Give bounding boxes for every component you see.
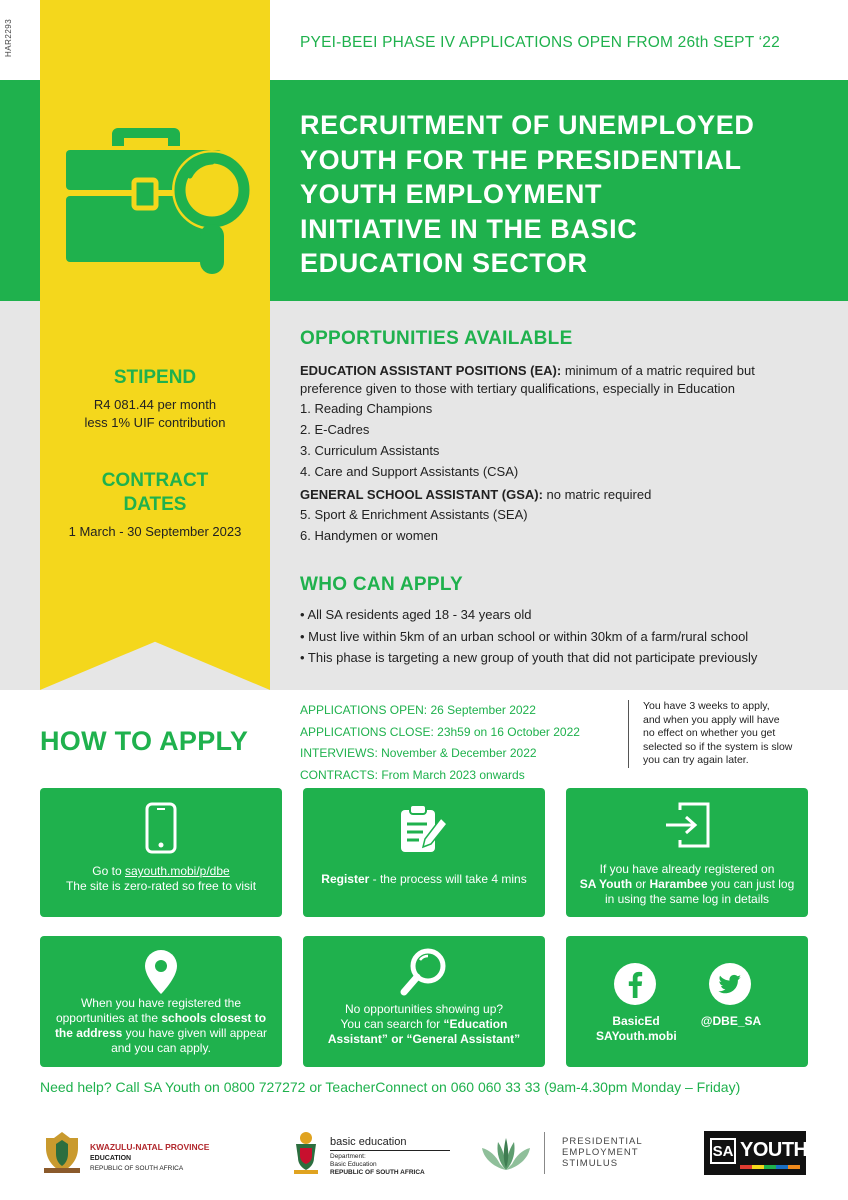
list-item: • Must live within 5km of an urban school or within 30km of a farm/rural school: [300, 628, 749, 644]
date-label: APPLICATIONS CLOSE:: [300, 724, 434, 739]
logo-text: Department:: [330, 1153, 366, 1160]
date-row: [300, 743, 615, 765]
step-card-search: [303, 936, 545, 1067]
card-text-part: You can search for: [340, 1017, 444, 1031]
contract-heading-line: DATES: [123, 494, 187, 515]
list-item: 4. Care and Support Assistants (CSA): [300, 464, 519, 479]
card-line: [311, 1017, 537, 1032]
logo-text: SA: [710, 1138, 736, 1164]
stipend-line: R4 081.44 per month: [93, 397, 217, 412]
title-line: INITIATIVE IN THE BASIC: [300, 213, 638, 244]
basic-education-logo: [290, 1128, 440, 1180]
date-value: 26 September 2022: [427, 703, 536, 717]
title-line: EDUCATION SECTOR: [300, 248, 588, 278]
gsa-label: GENERAL SCHOOL ASSISTANT (GSA):: [300, 487, 543, 502]
card-line: and you can apply.: [111, 1041, 211, 1055]
card-line: [311, 1032, 537, 1047]
search-icon: [398, 946, 450, 998]
logo-text: EMPLOYMENT: [562, 1147, 639, 1158]
stipend-line: less 1% UIF contribution: [84, 415, 226, 430]
register-link[interactable]: Register: [321, 872, 370, 886]
phone-icon: [141, 802, 181, 854]
contract-dates: 1 March - 30 September 2023: [68, 524, 242, 539]
flag-stripe: [740, 1165, 800, 1169]
card-bold: SA Youth: [579, 877, 633, 891]
logo-text: STIMULUS: [562, 1158, 619, 1169]
login-icon: [662, 800, 712, 850]
card-text: [311, 872, 537, 887]
card-text-part: or: [632, 877, 650, 891]
card-text-part: you can just log: [707, 877, 795, 891]
logo-text: PRESIDENTIAL: [562, 1136, 643, 1147]
card-line: No opportunities showing up?: [344, 1002, 504, 1016]
card-text: [311, 1002, 537, 1047]
contract-heading-line: CONTRACT: [101, 470, 209, 491]
card-text-part: Go to: [92, 864, 125, 878]
facebook-handle: [596, 1014, 676, 1044]
protea-flower-icon: [478, 1132, 534, 1176]
date-row: [300, 765, 615, 787]
title-line: YOUTH FOR THE PRESIDENTIAL: [300, 144, 742, 175]
date-row: [300, 700, 615, 722]
card-line: [48, 1026, 274, 1041]
card-line: When you have registered the: [80, 996, 242, 1010]
card-bold: the address: [54, 1026, 123, 1040]
facebook-icon[interactable]: [613, 962, 657, 1006]
logo-text: REPUBLIC OF SOUTH AFRICA: [330, 1169, 425, 1176]
date-label: CONTRACTS:: [300, 767, 378, 782]
stipend-heading: STIPEND: [113, 367, 197, 388]
gsa-description: [300, 486, 820, 504]
logo-text: KWAZULU-NATAL PROVINCE: [90, 1142, 210, 1152]
contract-dates-block: [48, 469, 262, 541]
card-text-part: you have given will appear: [122, 1026, 268, 1040]
applications-open-banner: PYEI-BEEI PHASE IV APPLICATIONS OPEN FROM 26th SEPT ‘22: [300, 34, 780, 51]
stipend-amount: [48, 396, 262, 432]
card-bold: schools closest to: [161, 1011, 267, 1025]
card-line: If you have already registered on: [599, 862, 775, 876]
list-item: 6. Handymen or women: [300, 528, 439, 543]
note-line: and when you apply will have: [643, 713, 780, 726]
ea-desc: minimum of a matric required but preference given to those with tertiary qualifications, especially in Education: [300, 363, 755, 396]
card-line: [48, 864, 274, 879]
date-label: APPLICATIONS OPEN:: [300, 703, 428, 717]
who-can-apply-heading: WHO CAN APPLY: [300, 574, 463, 595]
logo-text: Basic Education: [330, 1161, 377, 1168]
facebook-handle-line: SAYouth.mobi: [596, 1029, 677, 1043]
opportunities-list: [300, 362, 820, 546]
contract-heading: [48, 469, 262, 517]
step-card-schools: [40, 936, 282, 1067]
help-line: Need help? Call SA Youth on 0800 727272 or TeacherConnect on 060 060 33 33 (9am-4.30pm Monday – Friday): [40, 1079, 741, 1095]
card-line: [48, 1011, 274, 1026]
stipend-block: [48, 366, 262, 432]
logo-text: EDUCATION: [90, 1155, 132, 1162]
card-text: [48, 996, 274, 1056]
key-dates: [300, 700, 615, 786]
date-value: 23h59 on 16 October 2022: [433, 724, 580, 739]
step-card-visit-site: [40, 788, 282, 917]
eligibility-list: [300, 604, 820, 669]
logo-text: basic education: [330, 1136, 450, 1151]
date-label: INTERVIEWS:: [300, 746, 378, 760]
clipboard-pen-icon: [397, 802, 451, 856]
note-line: selected so if the system is slow: [643, 740, 793, 753]
opportunities-heading: OPPORTUNITIES AVAILABLE: [300, 328, 573, 349]
map-pin-icon: [143, 948, 179, 996]
gsa-desc: no matric required: [542, 487, 652, 502]
reference-code: HAR2293: [4, 18, 13, 58]
card-text-part: - the process will take 4 mins: [369, 872, 527, 886]
list-item: 3. Curriculum Assistants: [300, 443, 440, 458]
logo-text: YOUTH: [740, 1139, 808, 1161]
sa-youth-logo: [704, 1131, 806, 1175]
ea-label: EDUCATION ASSISTANT POSITIONS (EA):: [300, 363, 562, 378]
note-line: you can try again later.: [643, 754, 749, 766]
title-line: YOUTH EMPLOYMENT: [300, 179, 603, 209]
yellow-ribbon: [40, 0, 270, 690]
card-line: [574, 877, 800, 892]
date-value: November & December 2022: [377, 746, 537, 760]
how-to-apply-heading: HOW TO APPLY: [40, 726, 249, 756]
apply-note: [628, 700, 808, 768]
card-line: in using the same log in details: [604, 892, 770, 906]
note-line: no effect on whether you get: [643, 727, 776, 739]
step-card-social: [566, 936, 808, 1067]
list-item: 2. E-Cadres: [300, 422, 370, 437]
list-item: 5. Sport & Enrichment Assistants (SEA): [300, 507, 528, 522]
card-text-part: opportunities at the: [55, 1011, 162, 1025]
card-bold: Assistant” or “General Assistant”: [327, 1032, 521, 1046]
card-text: [574, 862, 800, 907]
date-row: [300, 722, 615, 744]
card-text: [48, 864, 274, 894]
date-value: From March 2023 onwards: [378, 767, 525, 782]
card-bold: “Education: [443, 1017, 508, 1031]
list-item: • All SA residents aged 18 - 34 years old: [300, 607, 532, 622]
briefcase-search-icon: [62, 110, 252, 280]
kzn-education-logo: [40, 1128, 240, 1180]
list-item: 1. Reading Champions: [300, 401, 433, 416]
list-item: • This phase is targeting a new group of youth that did not participate previously: [300, 650, 758, 665]
facebook-handle-line: BasicEd: [612, 1014, 660, 1028]
logo-text: REPUBLIC OF SOUTH AFRICA: [90, 1165, 184, 1172]
step-card-login: [566, 788, 808, 917]
card-bold: Harambee: [649, 877, 708, 891]
logo-divider: [544, 1132, 545, 1174]
twitter-handle: @DBE_SA: [700, 1014, 762, 1028]
title-line: RECRUITMENT OF UNEMPLOYED: [300, 110, 755, 140]
card-line: The site is zero-rated so free to visit: [65, 879, 257, 893]
sayouth-link[interactable]: sayouth.mobi/p/dbe: [124, 864, 230, 878]
ea-description: [300, 362, 820, 398]
page-title: [300, 108, 820, 281]
note-line: You have 3 weeks to apply,: [643, 700, 770, 712]
kzn-coat-of-arms-icon: [40, 1130, 84, 1176]
sa-coat-of-arms-icon: [290, 1130, 322, 1176]
step-card-register: [303, 788, 545, 917]
twitter-icon[interactable]: [708, 962, 752, 1006]
presidential-employment-stimulus-logo: [478, 1128, 658, 1180]
